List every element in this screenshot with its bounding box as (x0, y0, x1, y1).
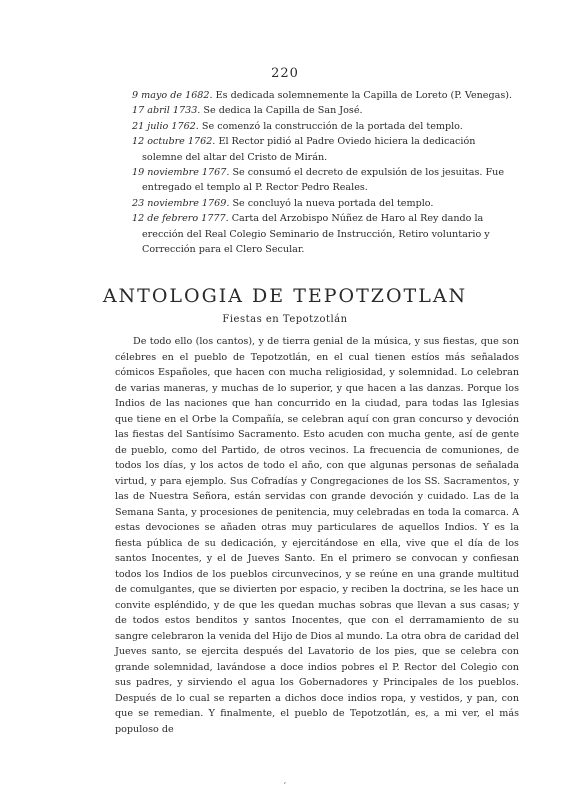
chronology-entry (132, 196, 517, 211)
entry-date: 9 mayo de 1682. (132, 90, 213, 101)
chronology-entry (132, 103, 517, 118)
entry-text: Se comenzó la construcción de la portada del templo. (201, 120, 463, 132)
chronology-entry (132, 211, 517, 257)
entry-text: Se dedica la Capilla de San José. (203, 105, 363, 117)
chronology-list (132, 88, 517, 257)
entry-text: El Rector pidió al Padre Oviedo hiciera la dedicación solemne del altar del Cristo de Mirán. (142, 136, 476, 163)
entry-text: Se concluyó la nueva portada del templo. (232, 197, 434, 209)
entry-date: 17 abril 1733. (132, 105, 201, 117)
entry-text: Se consumó el decreto de expulsión de los jesuitas. Fue entregado el templo al P. Rector Pedro Reales. (142, 167, 505, 194)
footer-mark: , (283, 776, 287, 785)
chronology-entry (132, 119, 517, 134)
chronology-entry (132, 88, 517, 103)
article-subtitle: Fiestas en Tepotzotlán (222, 314, 348, 325)
chronology-entry (132, 134, 517, 165)
article-body (115, 334, 519, 735)
page-number: 220 (271, 66, 299, 81)
entry-date: 12 de febrero 1777. (132, 213, 229, 225)
entry-date: 12 octubre 1762. (132, 136, 216, 148)
entry-date: 19 noviembre 1767. (132, 167, 230, 179)
article-title: ANTOLOGIA DE TEPOTZOTLAN (102, 284, 468, 307)
entry-date: 23 noviembre 1769. (132, 197, 230, 209)
entry-date: 21 julio 1762. (132, 120, 199, 132)
body-paragraph: De todo ello (los cantos), y de tierra genial de la música, y sus fiestas, que son célebres en el pueblo de Tepotzotlán, en el cual tienen estíos más señalados cómicos Españoles, que hacen con mucha religiosidad, y solemnidad. Lo celebran de varias maneras, y muchas de lo superior, y que hacen a las danzas. Porque los Indios de las naciones que han concurrido en la ciudad, para todas las Iglesias que tiene en el Orbe la Compañía, se celebran aquí con gran concurso y devoción las fiestas del Santísimo Sacramento. Esto acuden con mucha gente, así de gente de pueblo, como del Partido, de otros vecinos. La frecuencia de comuniones, de todos los días, y los actos de todo el año, con que algunas personas de señalada virtud, y para ejemplo. Sus Cofradías y Congregaciones de los SS. Sacramentos, y las de Nuestra Señora, están servidas con grande devoción y cuidado. Las de la Semana Santa, y procesiones de penitencia, muy celebradas en toda la comarca. A estas devociones se añaden otras muy particulares de aquellos Indios. Y es la fiesta pública de su dedicación, y ejercitándose en ella, vive que el día de los santos Inocentes, y el de Jueves Santo. En el primero se convocan y confiesan todos los Indios de los pueblos circunvecinos, y se reúne en una grande multitud de comulgantes, que se divierten por espacio, y reciben la doctrina, se les hace un convite espléndido, y de que les quedan muchas sobras que llevan a sus casas; y de todos estos benditos y santos Inocentes, que con el derramamiento de su sangre celebraron la venida del Hijo de Dios al mundo. La otra obra de caridad del Jueves santo, se ejercita después del Lavatorio de los pies, que se celebra con grande solemnidad, lavándose a doce indios pobres el P. Rector del Colegio con sus padres, y sirviendo el agua los Gobernadores y Principales de los pueblos. Después de lo cual se reparten a dichos doce indios ropa, y vestidos, y pan, con que se remedian. Y finalmente, el pueblo de Tepotzotlán, es, a mi ver, el más populoso de (115, 336, 519, 735)
entry-text: Es dedicada solemnemente la Capilla de Loreto (P. Venegas). (215, 90, 513, 101)
chronology-entry (132, 165, 517, 196)
entry-text: Carta del Arzobispo Núñez de Haro al Rey dando la erección del Real Colegio Seminario de Instrucción, Retiro voluntario y Corrección para el Clero Secular. (142, 213, 490, 256)
